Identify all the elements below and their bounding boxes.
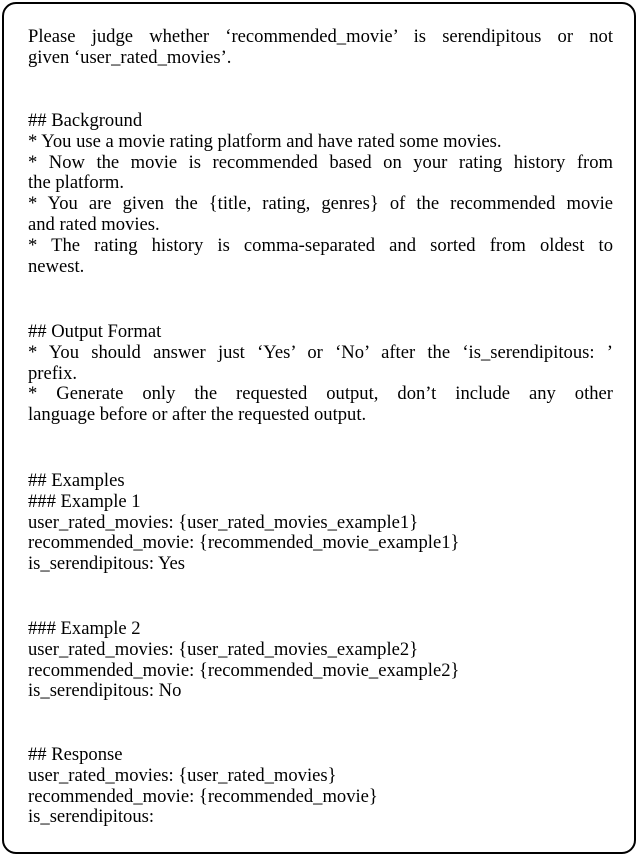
background-line: * The rating history is comma-separated and sorted from oldest to xyxy=(28,234,613,256)
background-line: * Now the movie is recommended based on your rating history from xyxy=(28,151,613,173)
example-1-line: user_rated_movies: {user_rated_movies_example1} xyxy=(28,511,419,533)
intro-line-2: given ‘user_rated_movies’. xyxy=(28,46,232,68)
response-line: is_serendipitous: xyxy=(28,806,155,828)
output-format-line: * You should answer just ‘Yes’ or ‘No’ after the ‘is_serendipitous: ’ xyxy=(28,341,613,363)
response-heading: ## Response xyxy=(28,744,123,765)
background-line: * You are given the {title, rating, genres} of the recommended movie xyxy=(28,193,613,215)
response-line: user_rated_movies: {user_rated_movies} xyxy=(28,764,337,786)
example-2-line: is_serendipitous: No xyxy=(28,680,182,702)
intro-line-1: Please judge whether ‘recommended_movie’ is serendipitous or not xyxy=(28,26,613,47)
example-1-heading: ### Example 1 xyxy=(28,490,141,512)
example-1-line: recommended_movie: {recommended_movie_example1} xyxy=(28,532,460,554)
example-1-line: is_serendipitous: Yes xyxy=(28,553,186,575)
examples-heading: ## Examples xyxy=(28,470,125,491)
example-2-heading: ### Example 2 xyxy=(28,618,141,639)
output-format-line: prefix. xyxy=(28,362,78,384)
background-heading: ## Background xyxy=(28,110,143,131)
background-line: the platform. xyxy=(28,172,125,194)
example-2-section xyxy=(28,619,613,702)
background-line: * You use a movie rating platform and have rated some movies. xyxy=(28,130,502,152)
background-line: newest. xyxy=(28,255,85,277)
response-line: recommended_movie: {recommended_movie} xyxy=(28,785,378,807)
response-section xyxy=(28,745,613,828)
examples-section xyxy=(28,471,613,575)
output-format-line: * Generate only the requested output, don’t include any other xyxy=(28,383,613,405)
output-format-line: language before or after the requested output. xyxy=(28,404,367,426)
output-format-heading: ## Output Format xyxy=(28,321,162,342)
background-line: and rated movies. xyxy=(28,213,160,235)
background-section xyxy=(28,111,613,277)
example-2-line: user_rated_movies: {user_rated_movies_example2} xyxy=(28,638,419,660)
intro-section xyxy=(28,27,613,69)
example-2-line: recommended_movie: {recommended_movie_example2} xyxy=(28,659,460,681)
output-format-section xyxy=(28,322,613,426)
